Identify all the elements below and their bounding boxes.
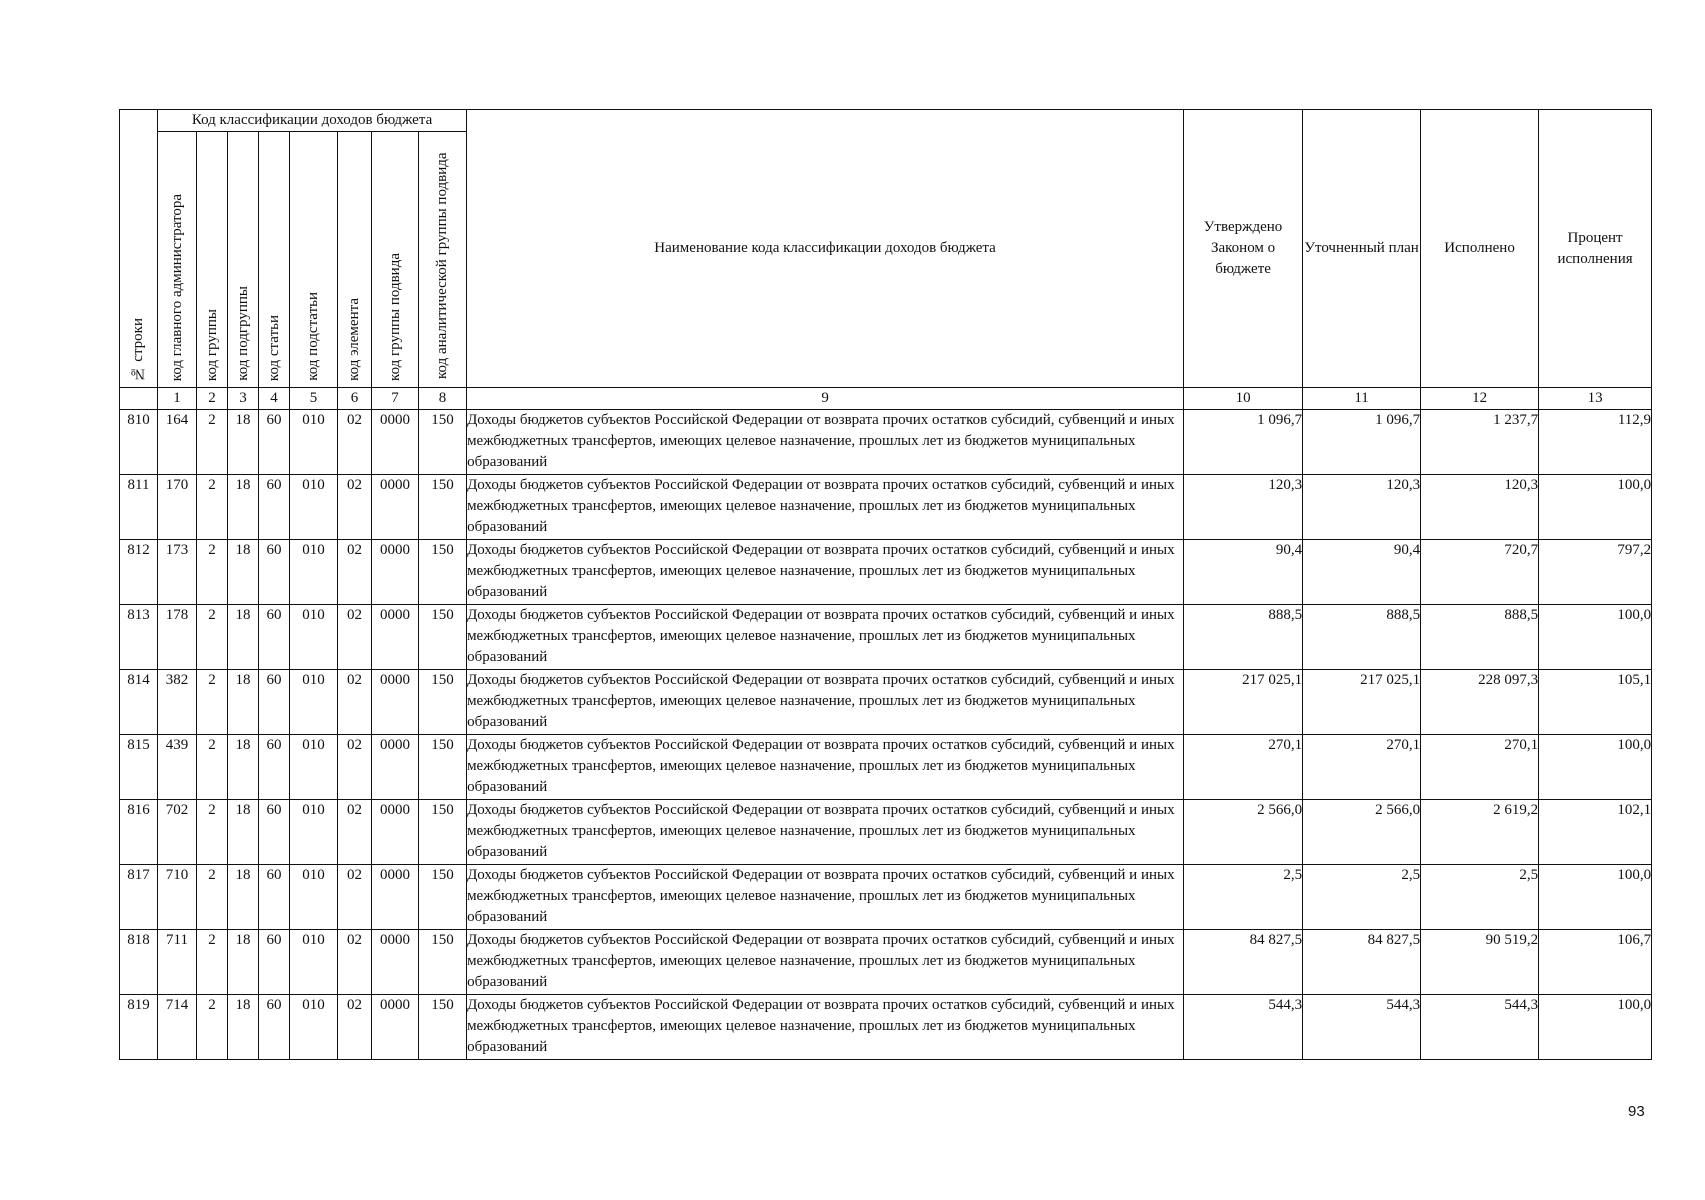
executed-amount-cell: 720,7 <box>1421 540 1539 605</box>
admin-code-cell: 164 <box>158 410 197 475</box>
execution-percent-cell: 106,7 <box>1539 930 1652 995</box>
subgroup-code-cell: 18 <box>228 865 259 930</box>
subtype-group-code-cell: 0000 <box>372 865 419 930</box>
element-code-cell: 02 <box>338 670 372 735</box>
subarticle-code-cell: 010 <box>290 605 338 670</box>
element-code-cell: 02 <box>338 995 372 1060</box>
subgroup-code-cell: 18 <box>228 995 259 1060</box>
group-code-cell: 2 <box>197 800 228 865</box>
executed-amount-cell: 2 619,2 <box>1421 800 1539 865</box>
column-number: 9 <box>467 388 1184 410</box>
execution-percent-cell: 100,0 <box>1539 605 1652 670</box>
article-code-cell: 60 <box>259 800 290 865</box>
subarticle-code-cell: 010 <box>290 865 338 930</box>
refined-plan-cell: 888,5 <box>1303 605 1421 670</box>
table-header <box>120 110 1652 410</box>
execution-percent-cell: 100,0 <box>1539 475 1652 540</box>
admin-code-cell: 382 <box>158 670 197 735</box>
revenue-name-cell: Доходы бюджетов субъектов Российской Федерации от возврата прочих остатков субсидий, субвенций и иных межбюджетных трансфертов, имеющих целевое назначение, прошлых лет из бюджетов муниципальных образований <box>467 865 1184 930</box>
subtype-group-code-cell: 0000 <box>372 930 419 995</box>
admin-code-cell: 710 <box>158 865 197 930</box>
column-number: 4 <box>259 388 290 410</box>
approved-amount-cell: 2 566,0 <box>1184 800 1303 865</box>
element-code-cell: 02 <box>338 735 372 800</box>
approved-amount-cell: 544,3 <box>1184 995 1303 1060</box>
subtype-group-code-cell: 0000 <box>372 410 419 475</box>
approved-amount-cell: 84 827,5 <box>1184 930 1303 995</box>
column-number: 3 <box>228 388 259 410</box>
row-number-cell: 812 <box>120 540 158 605</box>
row-number-cell: 813 <box>120 605 158 670</box>
table-row <box>120 995 1652 1060</box>
subtype-group-code-cell: 0000 <box>372 995 419 1060</box>
subgroup-code-cell: 18 <box>228 475 259 540</box>
executed-amount-cell: 1 237,7 <box>1421 410 1539 475</box>
analytic-group-code-cell: 150 <box>419 605 467 670</box>
approved-amount-cell: 217 025,1 <box>1184 670 1303 735</box>
revenue-name-cell: Доходы бюджетов субъектов Российской Федерации от возврата прочих остатков субсидий, субвенций и иных межбюджетных трансфертов, имеющих целевое назначение, прошлых лет из бюджетов муниципальных образований <box>467 735 1184 800</box>
article-code-cell: 60 <box>259 670 290 735</box>
approved-amount-cell: 1 096,7 <box>1184 410 1303 475</box>
row-number-cell: 816 <box>120 800 158 865</box>
header-approved: Утверждено Законом о бюджете <box>1184 110 1303 388</box>
column-number: 10 <box>1184 388 1303 410</box>
analytic-group-code-cell: 150 <box>419 410 467 475</box>
executed-amount-cell: 228 097,3 <box>1421 670 1539 735</box>
revenue-name-cell: Доходы бюджетов субъектов Российской Федерации от возврата прочих остатков субсидий, субвенций и иных межбюджетных трансфертов, имеющих целевое назначение, прошлых лет из бюджетов муниципальных образований <box>467 410 1184 475</box>
header-name: Наименование кода классификации доходов бюджета <box>467 110 1184 388</box>
header-group-code: код группы <box>197 132 228 388</box>
page-number: 93 <box>1628 1103 1645 1120</box>
group-code-cell: 2 <box>197 995 228 1060</box>
analytic-group-code-cell: 150 <box>419 735 467 800</box>
subarticle-code-cell: 010 <box>290 930 338 995</box>
header-element-code: код элемента <box>338 132 372 388</box>
table-row <box>120 865 1652 930</box>
element-code-cell: 02 <box>338 410 372 475</box>
refined-plan-cell: 90,4 <box>1303 540 1421 605</box>
table-row <box>120 410 1652 475</box>
refined-plan-cell: 1 096,7 <box>1303 410 1421 475</box>
table-body <box>120 410 1652 1060</box>
execution-percent-cell: 100,0 <box>1539 995 1652 1060</box>
admin-code-cell: 439 <box>158 735 197 800</box>
row-number-cell: 818 <box>120 930 158 995</box>
executed-amount-cell: 120,3 <box>1421 475 1539 540</box>
admin-code-cell: 711 <box>158 930 197 995</box>
article-code-cell: 60 <box>259 735 290 800</box>
execution-percent-cell: 100,0 <box>1539 735 1652 800</box>
approved-amount-cell: 90,4 <box>1184 540 1303 605</box>
refined-plan-cell: 217 025,1 <box>1303 670 1421 735</box>
article-code-cell: 60 <box>259 475 290 540</box>
execution-percent-cell: 797,2 <box>1539 540 1652 605</box>
column-number: 12 <box>1421 388 1539 410</box>
refined-plan-cell: 2,5 <box>1303 865 1421 930</box>
revenue-name-cell: Доходы бюджетов субъектов Российской Федерации от возврата прочих остатков субсидий, субвенций и иных межбюджетных трансфертов, имеющих целевое назначение, прошлых лет из бюджетов муниципальных образований <box>467 475 1184 540</box>
header-row-no: № строки <box>120 110 158 388</box>
approved-amount-cell: 888,5 <box>1184 605 1303 670</box>
analytic-group-code-cell: 150 <box>419 800 467 865</box>
article-code-cell: 60 <box>259 930 290 995</box>
refined-plan-cell: 120,3 <box>1303 475 1421 540</box>
group-code-cell: 2 <box>197 410 228 475</box>
article-code-cell: 60 <box>259 865 290 930</box>
element-code-cell: 02 <box>338 800 372 865</box>
group-code-cell: 2 <box>197 540 228 605</box>
admin-code-cell: 170 <box>158 475 197 540</box>
table-row <box>120 475 1652 540</box>
revenue-name-cell: Доходы бюджетов субъектов Российской Федерации от возврата прочих остатков субсидий, субвенций и иных межбюджетных трансфертов, имеющих целевое назначение, прошлых лет из бюджетов муниципальных образований <box>467 670 1184 735</box>
group-code-cell: 2 <box>197 735 228 800</box>
header-article-code: код статьи <box>259 132 290 388</box>
subgroup-code-cell: 18 <box>228 605 259 670</box>
subgroup-code-cell: 18 <box>228 670 259 735</box>
article-code-cell: 60 <box>259 410 290 475</box>
execution-percent-cell: 100,0 <box>1539 865 1652 930</box>
header-admin-code: код главного администратора <box>158 132 197 388</box>
article-code-cell: 60 <box>259 540 290 605</box>
revenue-name-cell: Доходы бюджетов субъектов Российской Федерации от возврата прочих остатков субсидий, субвенций и иных межбюджетных трансфертов, имеющих целевое назначение, прошлых лет из бюджетов муниципальных образований <box>467 540 1184 605</box>
subarticle-code-cell: 010 <box>290 410 338 475</box>
refined-plan-cell: 270,1 <box>1303 735 1421 800</box>
approved-amount-cell: 270,1 <box>1184 735 1303 800</box>
revenue-name-cell: Доходы бюджетов субъектов Российской Федерации от возврата прочих остатков субсидий, субвенций и иных межбюджетных трансфертов, имеющих целевое назначение, прошлых лет из бюджетов муниципальных образований <box>467 995 1184 1060</box>
subgroup-code-cell: 18 <box>228 410 259 475</box>
article-code-cell: 60 <box>259 995 290 1060</box>
row-number-cell: 810 <box>120 410 158 475</box>
approved-amount-cell: 120,3 <box>1184 475 1303 540</box>
subtype-group-code-cell: 0000 <box>372 670 419 735</box>
column-number <box>120 388 158 410</box>
analytic-group-code-cell: 150 <box>419 670 467 735</box>
table-row <box>120 540 1652 605</box>
header-analytic-group-code: код аналитической группы подвида <box>419 132 467 388</box>
revenue-name-cell: Доходы бюджетов субъектов Российской Федерации от возврата прочих остатков субсидий, субвенций и иных межбюджетных трансфертов, имеющих целевое назначение, прошлых лет из бюджетов муниципальных образований <box>467 800 1184 865</box>
column-number: 7 <box>372 388 419 410</box>
revenue-name-cell: Доходы бюджетов субъектов Российской Федерации от возврата прочих остатков субсидий, субвенций и иных межбюджетных трансфертов, имеющих целевое назначение, прошлых лет из бюджетов муниципальных образований <box>467 605 1184 670</box>
header-refined-plan: Уточненный план <box>1303 110 1421 388</box>
revenue-name-cell: Доходы бюджетов субъектов Российской Федерации от возврата прочих остатков субсидий, субвенций и иных межбюджетных трансфертов, имеющих целевое назначение, прошлых лет из бюджетов муниципальных образований <box>467 930 1184 995</box>
analytic-group-code-cell: 150 <box>419 995 467 1060</box>
subgroup-code-cell: 18 <box>228 540 259 605</box>
group-code-cell: 2 <box>197 605 228 670</box>
row-number-cell: 811 <box>120 475 158 540</box>
article-code-cell: 60 <box>259 605 290 670</box>
row-number-cell: 814 <box>120 670 158 735</box>
subarticle-code-cell: 010 <box>290 735 338 800</box>
element-code-cell: 02 <box>338 930 372 995</box>
subarticle-code-cell: 010 <box>290 540 338 605</box>
header-classification-code-group: Код классификации доходов бюджета <box>158 110 467 132</box>
group-code-cell: 2 <box>197 930 228 995</box>
header-subgroup-code: код подгруппы <box>228 132 259 388</box>
subtype-group-code-cell: 0000 <box>372 475 419 540</box>
column-number: 11 <box>1303 388 1421 410</box>
executed-amount-cell: 888,5 <box>1421 605 1539 670</box>
analytic-group-code-cell: 150 <box>419 475 467 540</box>
table-row <box>120 605 1652 670</box>
group-code-cell: 2 <box>197 670 228 735</box>
table-row <box>120 930 1652 995</box>
analytic-group-code-cell: 150 <box>419 930 467 995</box>
subtype-group-code-cell: 0000 <box>372 540 419 605</box>
refined-plan-cell: 84 827,5 <box>1303 930 1421 995</box>
header-executed: Исполнено <box>1421 110 1539 388</box>
subtype-group-code-cell: 0000 <box>372 735 419 800</box>
subarticle-code-cell: 010 <box>290 475 338 540</box>
header-percent: Процент исполнения <box>1539 110 1652 388</box>
subarticle-code-cell: 010 <box>290 800 338 865</box>
subgroup-code-cell: 18 <box>228 735 259 800</box>
column-number: 1 <box>158 388 197 410</box>
group-code-cell: 2 <box>197 475 228 540</box>
table-row <box>120 735 1652 800</box>
analytic-group-code-cell: 150 <box>419 540 467 605</box>
column-number: 8 <box>419 388 467 410</box>
executed-amount-cell: 544,3 <box>1421 995 1539 1060</box>
column-number: 5 <box>290 388 338 410</box>
refined-plan-cell: 2 566,0 <box>1303 800 1421 865</box>
element-code-cell: 02 <box>338 865 372 930</box>
header-subtype-group-code: код группы подвида <box>372 132 419 388</box>
header-subarticle-code: код подстатьи <box>290 132 338 388</box>
approved-amount-cell: 2,5 <box>1184 865 1303 930</box>
refined-plan-cell: 544,3 <box>1303 995 1421 1060</box>
budget-revenue-table <box>119 109 1652 1060</box>
table-row <box>120 800 1652 865</box>
subtype-group-code-cell: 0000 <box>372 800 419 865</box>
subgroup-code-cell: 18 <box>228 800 259 865</box>
executed-amount-cell: 90 519,2 <box>1421 930 1539 995</box>
table-row <box>120 670 1652 735</box>
execution-percent-cell: 102,1 <box>1539 800 1652 865</box>
admin-code-cell: 178 <box>158 605 197 670</box>
admin-code-cell: 702 <box>158 800 197 865</box>
column-number-row <box>120 388 1652 410</box>
row-number-cell: 819 <box>120 995 158 1060</box>
executed-amount-cell: 2,5 <box>1421 865 1539 930</box>
element-code-cell: 02 <box>338 605 372 670</box>
execution-percent-cell: 112,9 <box>1539 410 1652 475</box>
execution-percent-cell: 105,1 <box>1539 670 1652 735</box>
executed-amount-cell: 270,1 <box>1421 735 1539 800</box>
row-number-cell: 817 <box>120 865 158 930</box>
column-number: 6 <box>338 388 372 410</box>
admin-code-cell: 714 <box>158 995 197 1060</box>
column-number: 13 <box>1539 388 1652 410</box>
element-code-cell: 02 <box>338 475 372 540</box>
subtype-group-code-cell: 0000 <box>372 605 419 670</box>
subarticle-code-cell: 010 <box>290 670 338 735</box>
element-code-cell: 02 <box>338 540 372 605</box>
row-number-cell: 815 <box>120 735 158 800</box>
analytic-group-code-cell: 150 <box>419 865 467 930</box>
subgroup-code-cell: 18 <box>228 930 259 995</box>
group-code-cell: 2 <box>197 865 228 930</box>
admin-code-cell: 173 <box>158 540 197 605</box>
subarticle-code-cell: 010 <box>290 995 338 1060</box>
column-number: 2 <box>197 388 228 410</box>
